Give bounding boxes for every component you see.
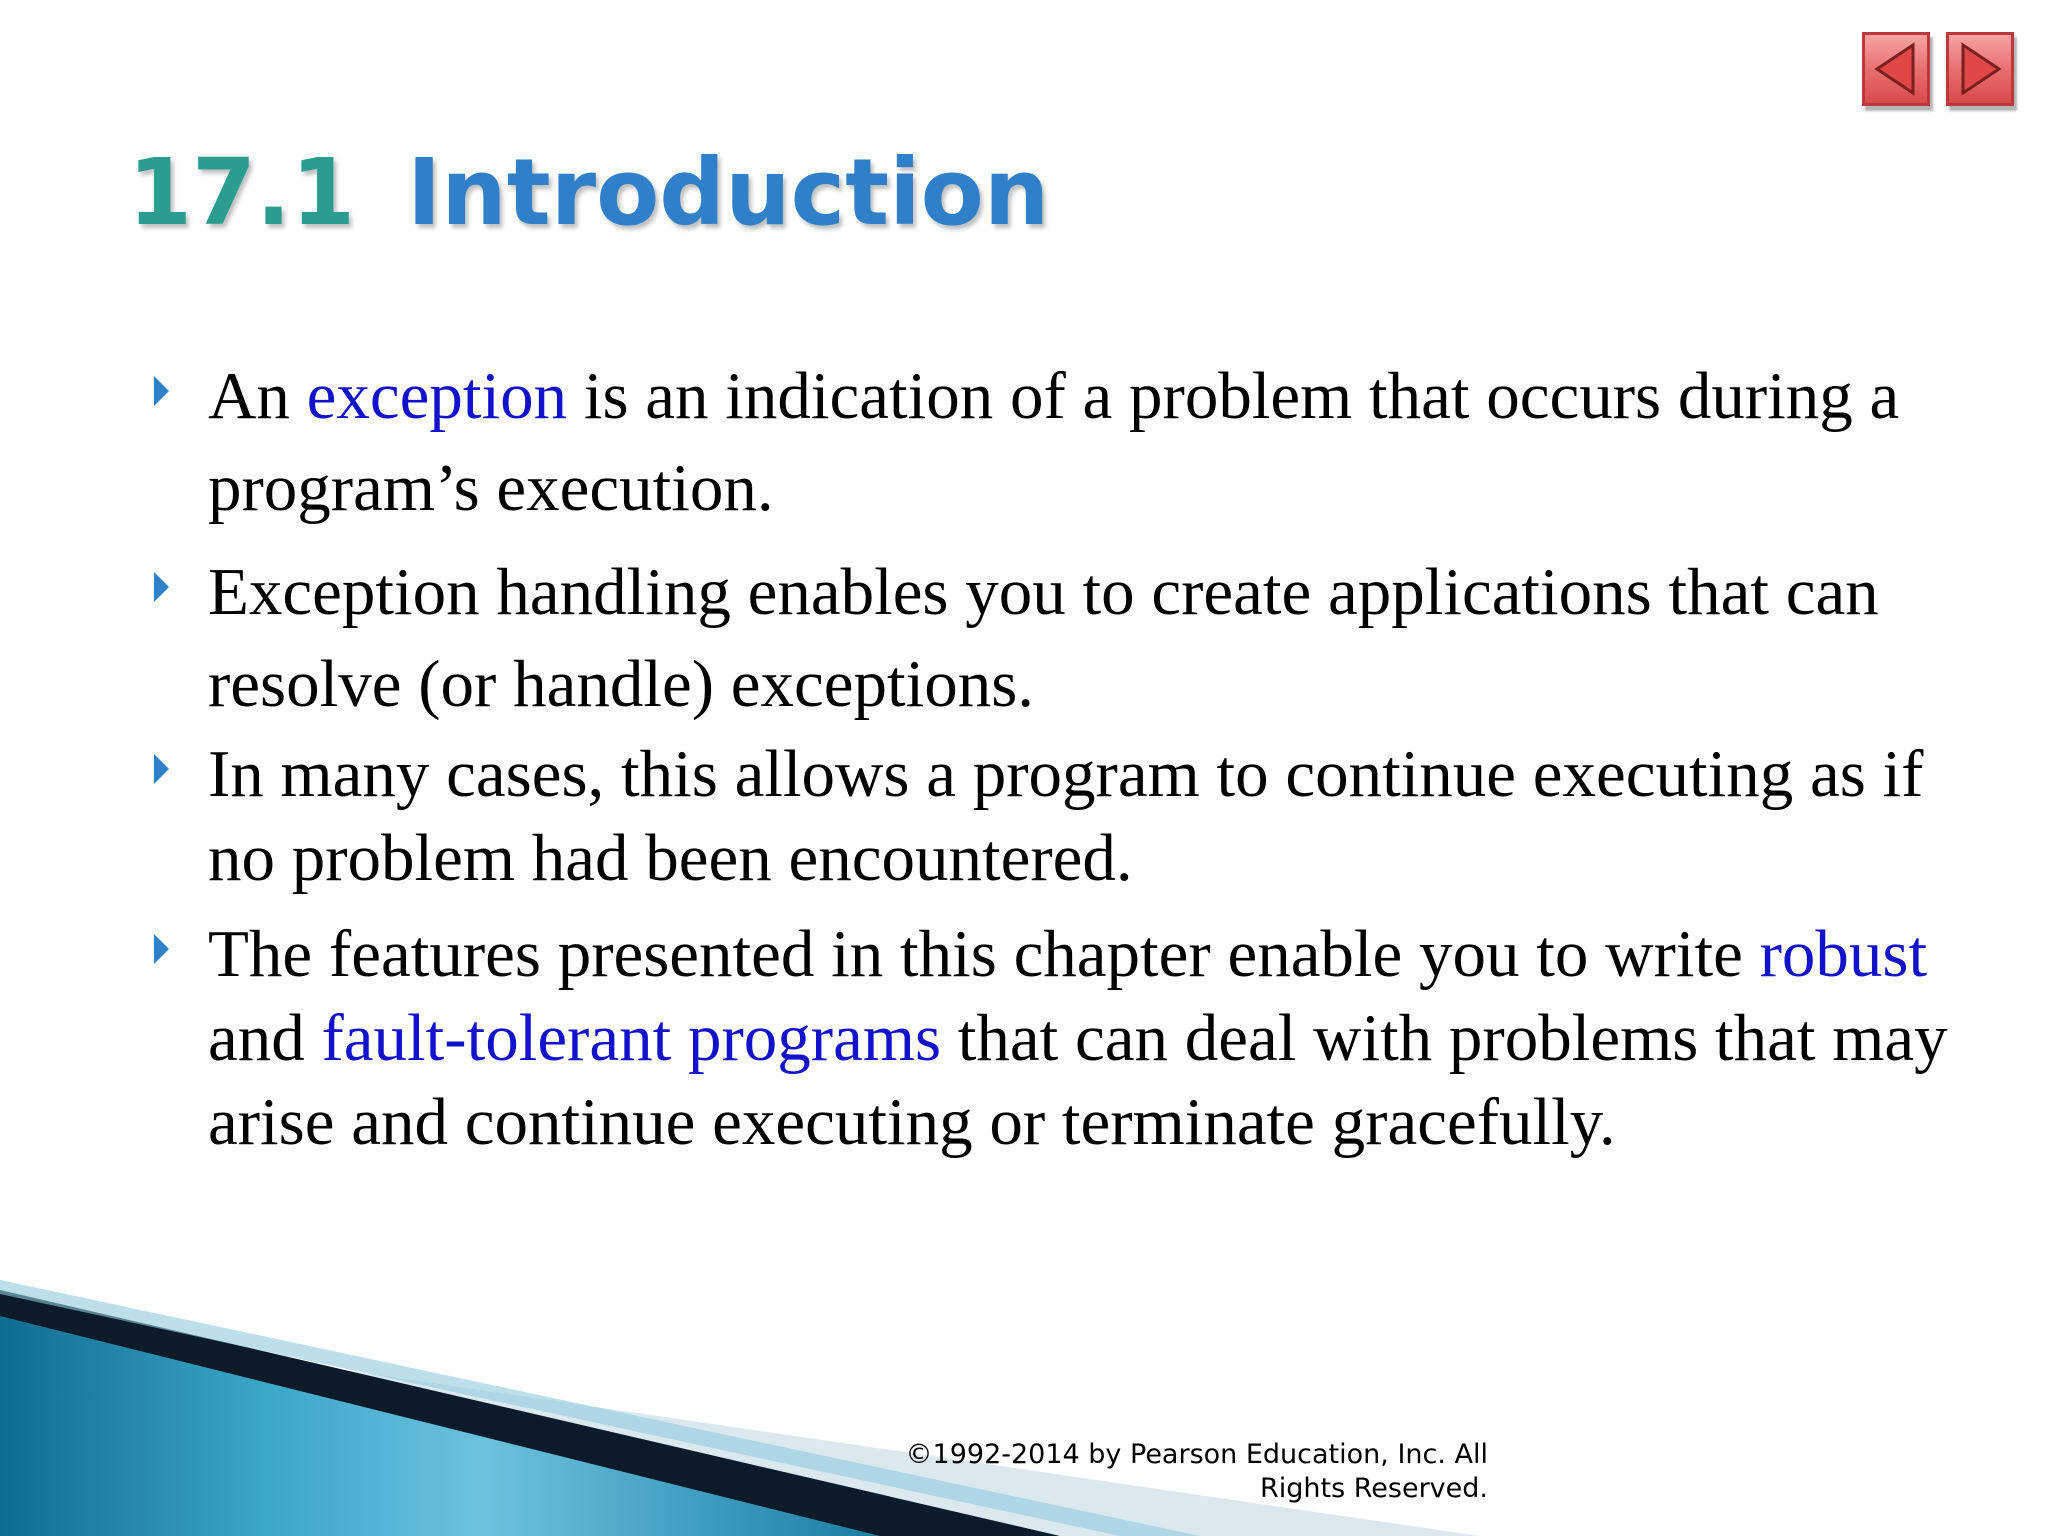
triangle-left-icon xyxy=(1865,35,1927,103)
bullet-arrow-icon xyxy=(154,754,169,784)
triangle-right-icon xyxy=(1949,35,2011,103)
section-number: 17.1 xyxy=(128,139,355,246)
previous-slide-button[interactable] xyxy=(1862,32,1930,106)
bullet-arrow-icon xyxy=(154,376,169,406)
bullet-item: Exception handling enables you to create applications that can resolve (or handle) exceptions. xyxy=(150,546,1950,730)
bullet-item: The features presented in this chapter enable you to write robust and fault-tolerant programs that can deal with problems that may arise and continue executing or terminate gracefully. xyxy=(150,912,1950,1164)
section-title: Introduction xyxy=(407,139,1050,246)
bullet-arrow-icon xyxy=(154,572,169,602)
next-slide-button[interactable] xyxy=(1946,32,2014,106)
bullet-arrow-icon xyxy=(154,934,169,964)
term-robust: robust xyxy=(1759,917,1928,991)
copyright-notice: ©1992-2014 by Pearson Education, Inc. All Rights Reserved. xyxy=(905,1439,1488,1504)
bullet-item: An exception is an indication of a problem that occurs during a program’s execution. xyxy=(150,350,1950,534)
term-exception: exception xyxy=(306,359,568,433)
term-fault-tolerant: fault-tolerant programs xyxy=(321,1001,942,1075)
bullet-item: In many cases, this allows a program to continue executing as if no problem had been encountered. xyxy=(150,732,1950,900)
slide-title xyxy=(128,138,1049,248)
bullet-list xyxy=(150,350,1950,1164)
